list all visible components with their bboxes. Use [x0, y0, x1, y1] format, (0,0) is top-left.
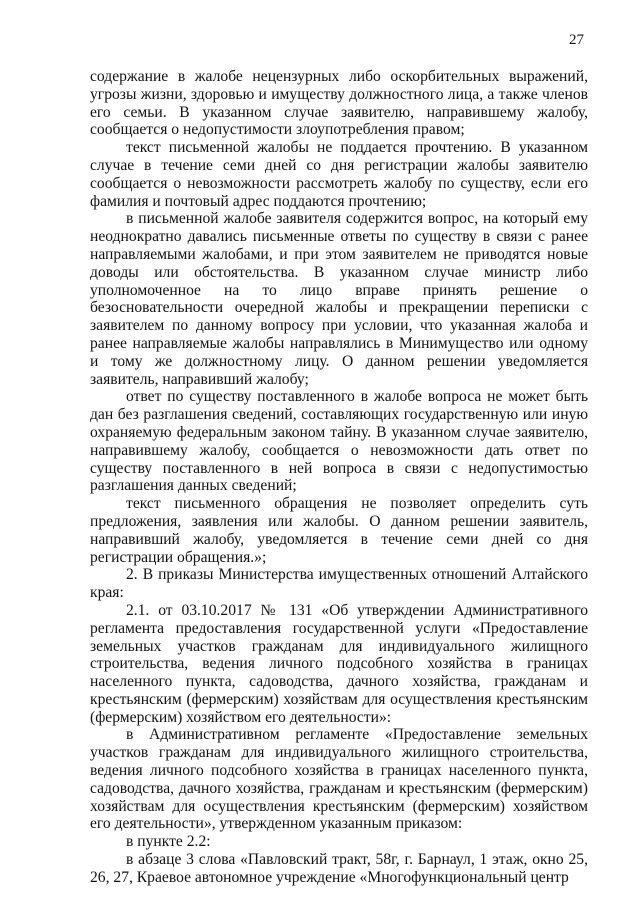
paragraph-continuation: содержание в жалобе нецензурных либо оскорбительных выражений, угрозы жизни, здоровью и имуществу должностного лица, а также членов его семьи. В указанном случае заявителю, направившему жалобу, сообщается о недопустимости злоупотребления правом; [90, 68, 588, 139]
paragraph: в Административном регламенте «Предоставление земельных участков гражданам для индивидуального жилищного строительства, ведения личного подсобного хозяйства в границах населенного пункта, садоводства, дачного хозяйства, гражданам и крестьянским (фермерским) хозяйствам для осуществления крестьянским (фермерским) хозяйством его деятельности», утвержденном указанным приказом: [90, 726, 588, 833]
paragraph: в абзаце 3 слова «Павловский тракт, 58г, г. Барнаул, 1 этаж, окно 25, 26, 27, Краевое автономное учреждение «Многофункциональный центр [90, 851, 588, 886]
document-body [90, 68, 588, 887]
paragraph: текст письменного обращения не позволяет определить суть предложения, заявления или жалобы. О данном решении заявитель, направивший жалобу, уведомляется в течение семи дней со дня регистрации обращения.»; [90, 495, 588, 566]
paragraph: ответ по существу поставленного в жалобе вопроса не может быть дан без разглашения сведений, составляющих государственную или иную охраняемую федеральным законом тайну. В указанном случае заявителю, направившему жалобу, сообщается о невозможности дать ответ по существу поставленного в ней вопроса в связи с недопустимостью разглашения данных сведений; [90, 388, 588, 495]
paragraph: текст письменной жалобы не поддается прочтению. В указанном случае в течение семи дней со дня регистрации жалобы заявителю сообщается о невозможности рассмотреть жалобу по существу, если его фамилия и почтовый адрес поддаются прочтению; [90, 139, 588, 210]
paragraph: в пункте 2.2: [126, 833, 211, 851]
paragraph: 2.1. от 03.10.2017 № 131 «Об утверждении Административного регламента предоставления государственной услуги «Предоставление земельных участков гражданам для индивидуального жилищного строительства, ведения личного подсобного хозяйства в границах населенного пункта, садоводства, дачного хозяйства, гражданам и крестьянским (фермерским) хозяйствам для осуществления крестьянским (фермерским) хозяйством его деятельности»: [90, 601, 588, 726]
page-number: 27 [569, 32, 584, 48]
paragraph: в письменной жалобе заявителя содержится вопрос, на который ему неоднократно давались письменные ответы по существу в связи с ранее направляемыми жалобами, и при этом заявителем не приводятся новые доводы или обстоятельства. В указанном случае министр либо уполномоченное на то лицо вправе принять решение о безосновательности очередной жалобы и прекращении переписки с заявителем по данному вопросу при условии, что указанная жалоба и ранее направляемые жалобы направлялись в Минимущество или одному и тому же должностному лицу. О данном решении уведомляется заявитель, направивший жалобу; [90, 210, 588, 388]
paragraph: 2. В приказы Министерства имущественных отношений Алтайского края: [90, 566, 588, 602]
